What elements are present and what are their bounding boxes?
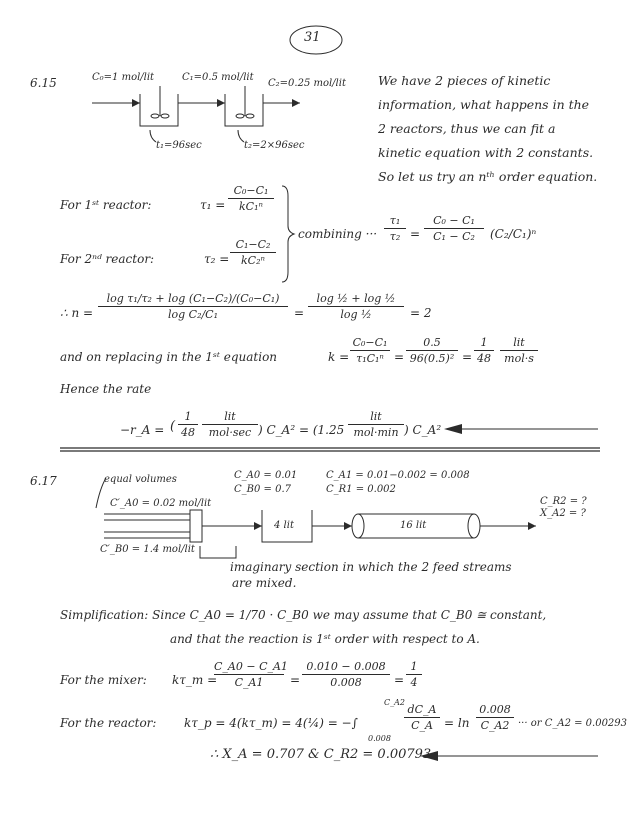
n-fraction-2: log ½ + log ½ log ½: [308, 292, 404, 321]
integral-upper: C_A2: [384, 698, 405, 707]
reactor2-label: For 2ⁿᵈ reactor:: [60, 252, 155, 266]
mixer-label: For the mixer:: [60, 673, 147, 687]
imaginary-bracket: [200, 546, 236, 558]
integral-lower: 0.008: [368, 734, 391, 743]
reactor2-fraction: C₁−C₂ kC₂ⁿ: [230, 238, 276, 267]
c1-label: C₁=0.5 mol/lit: [182, 72, 254, 83]
brace: [282, 186, 294, 282]
k-fraction-1: C₀−C₁ τ₁C₁ⁿ: [350, 336, 390, 365]
rate-unit-2: lit mol·min: [348, 410, 404, 439]
xa2: X_A2 = ?: [540, 508, 586, 519]
mixer-fraction: C_A0 − C_A1 C_A1: [214, 660, 288, 689]
k-eq-2: =: [462, 350, 473, 364]
rate-coef: 1 48: [178, 410, 198, 439]
imaginary-line-2: are mixed.: [232, 576, 297, 590]
tau-ratio: τ₁ τ₂: [384, 214, 406, 243]
mixer-result: 1 4: [406, 660, 422, 689]
k-unit: lit mol·s: [500, 336, 538, 365]
reactor1-label: For 1ˢᵗ reactor:: [60, 198, 152, 212]
c0-label: C₀=1 mol/lit: [92, 72, 155, 83]
rate-end: ) C_A²: [404, 423, 442, 437]
t2-label: t₂=2×96sec: [244, 140, 305, 151]
volume-cstr: 4 lit: [274, 520, 294, 531]
rate-unit-1: lit mol·sec: [202, 410, 258, 439]
ln-sign: = ln: [444, 716, 470, 730]
intro-line-5: So let us try an nᵗʰ order equation.: [378, 169, 598, 184]
final-answer: ∴ X_A = 0.707 & C_R2 = 0.00793: [210, 747, 432, 762]
reactor-equation: kτ_p = 4(kτ_m) = 4(¼) = −∫: [184, 716, 358, 730]
n-eq: =: [294, 306, 305, 320]
intro-line-2: information, what happens in the: [378, 97, 590, 112]
volume-pfr: 16 lit: [400, 520, 427, 531]
combining-label: combining ···: [298, 227, 378, 241]
mixer-eq: =: [290, 673, 301, 687]
reactor-1-tank: [140, 94, 178, 126]
reactor1-fraction: C₀−C₁ kC₁ⁿ: [228, 184, 274, 213]
t1-label: t₁=96sec: [156, 140, 202, 151]
ln-fraction: 0.008 C_A2: [476, 703, 514, 732]
mixer-section: [190, 510, 202, 542]
n-fraction: log τ₁/τ₂ + log (C₁−C₂)/(C₀−C₁) log C₂/C₁: [98, 292, 288, 321]
n-lhs: ∴ n =: [60, 306, 94, 320]
rate-lhs: −r_A =: [120, 423, 165, 437]
power-term: (C₂/C₁)ⁿ: [490, 227, 537, 241]
simplification-line-1: Simplification: Since C_A0 = 1/70 · C_B0 we may assume that C_B0 ≅ constant,: [60, 608, 547, 622]
k-fraction-2: 0.5 96(0.5)²: [406, 336, 458, 365]
problem-label-617: 6.17: [30, 474, 57, 488]
page-number: 31: [304, 30, 321, 45]
cb0: C_B0 = 0.7: [234, 484, 292, 495]
k-eq: =: [394, 350, 405, 364]
reactor-diagram-615: [92, 86, 300, 142]
rate-paren-open: (: [170, 419, 176, 434]
rate-middle: ) C_A² = (1.25: [258, 423, 345, 437]
arrowhead: [132, 99, 140, 107]
ca0: C_A0 = 0.01: [234, 470, 298, 481]
simplification-line-2: and that the reaction is 1ˢᵗ order with respect to A.: [170, 632, 480, 646]
cr2: C_R2 = ?: [540, 496, 587, 507]
intro-line-1: We have 2 pieces of kinetic: [378, 73, 551, 88]
intro-line-4: kinetic equation with 2 constants.: [378, 145, 594, 160]
reactor1-lhs: τ₁ =: [200, 198, 226, 212]
ca1: C_A1 = 0.01−0.002 = 0.008: [326, 470, 470, 481]
k-lhs: k =: [328, 350, 350, 364]
cr1: C_R1 = 0.002: [326, 484, 396, 495]
impeller-1a: [151, 114, 159, 118]
c2-label: C₂=0.25 mol/lit: [268, 78, 346, 89]
combining-eq: =: [410, 227, 421, 241]
intro-line-3: 2 reactors, thus we can fit a: [378, 121, 556, 136]
ca0-prime: C′_A0 = 0.02 mol/lit: [110, 498, 212, 509]
cb0-prime: C′_B0 = 1.4 mol/lit: [100, 544, 195, 555]
ca2-result: ··· or C_A2 = 0.00293: [518, 718, 628, 729]
impeller-1b: [161, 114, 169, 118]
integral-fraction: dC_A C_A: [404, 703, 440, 732]
k-text: and on replacing in the 1ˢᵗ equation: [60, 350, 278, 364]
k-fraction-3: 1 48: [474, 336, 494, 365]
mixer-fraction-2: 0.010 − 0.008 0.008: [302, 660, 390, 689]
problem-label-615: 6.15: [30, 76, 57, 90]
equal-volumes: equal volumes: [104, 474, 177, 485]
reactor-label: For the reactor:: [60, 716, 157, 730]
n-result: = 2: [410, 306, 432, 320]
mixer-eq-2: =: [394, 673, 405, 687]
reactor2-lhs: τ₂ =: [204, 252, 230, 266]
imaginary-line-1: imaginary section in which the 2 feed streams: [230, 560, 512, 574]
hence-text: Hence the rate: [60, 382, 152, 396]
reactor-2-tank: [225, 94, 263, 126]
mixer-lhs: kτ_m =: [172, 673, 218, 687]
conc-ratio: C₀ − C₁ C₁ − C₂: [424, 214, 484, 243]
